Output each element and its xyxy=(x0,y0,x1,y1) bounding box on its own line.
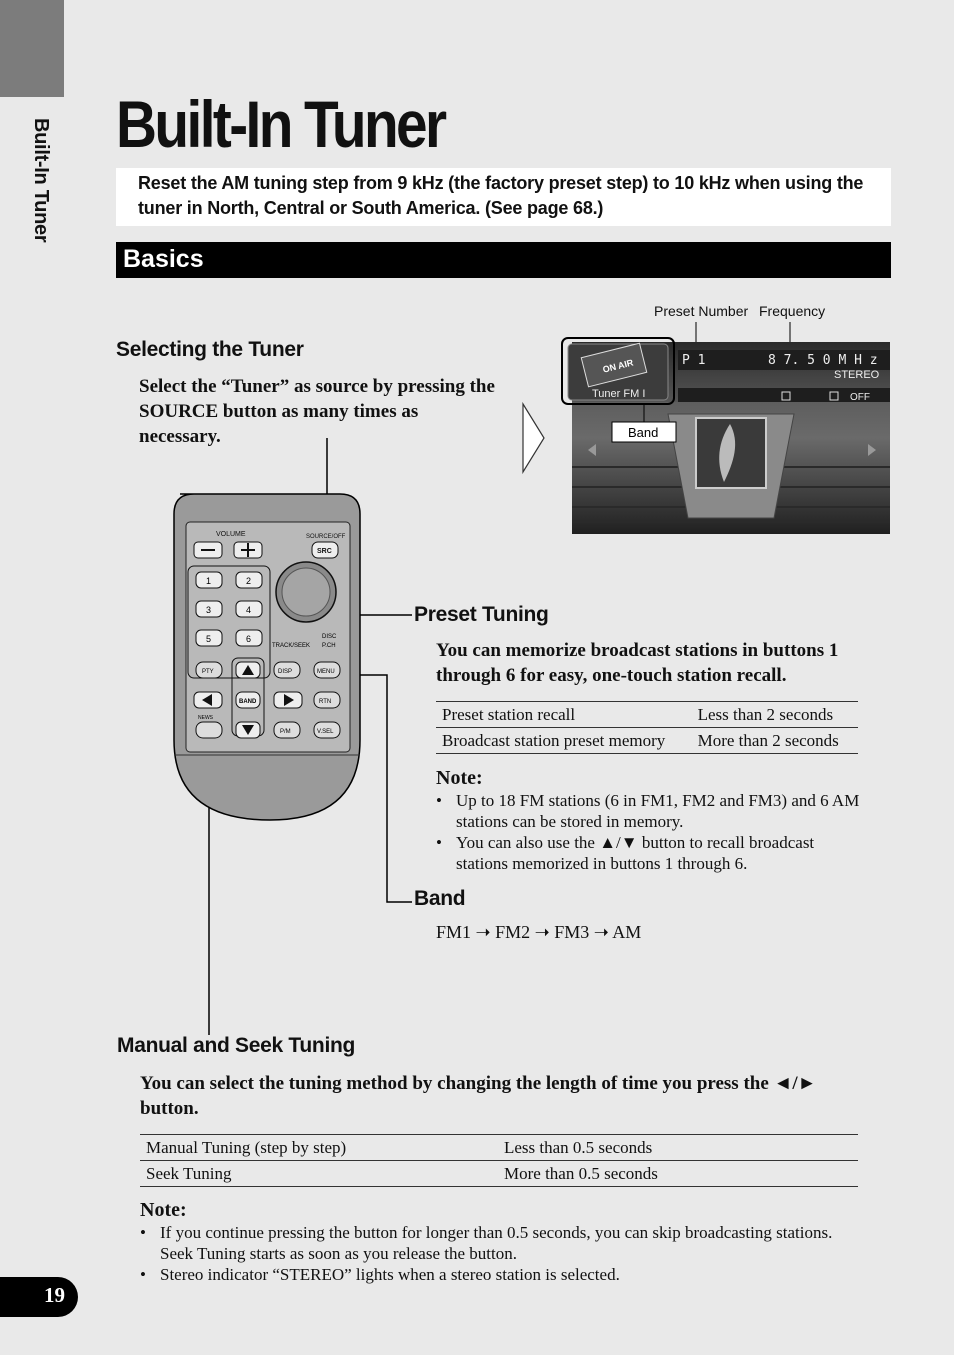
list-item: • Up to 18 FM stations (6 in FM1, FM2 and FM3) and 6 AM stations can be stored in memory. xyxy=(436,790,866,832)
remote-disp-label: DISP xyxy=(278,669,293,675)
preset-notes xyxy=(436,790,866,874)
manual-text: You can select the tuning method by changing the length of time you press the ◄/► button. xyxy=(140,1073,817,1119)
screen-source: Tuner FM I xyxy=(592,388,646,400)
preset-heading: Preset Tuning xyxy=(414,603,549,626)
selecting-text: Select the “Tuner” as source by pressing the SOURCE button as many times as necessary. xyxy=(139,376,495,447)
table-cell: Broadcast station preset memory xyxy=(436,728,692,754)
list-item: • If you continue pressing the button for longer than 0.5 seconds, you can skip broadcasting stations. Seek Tuning starts as soon as you release the button. xyxy=(140,1222,852,1264)
remote-menu-label: MENU xyxy=(317,669,335,675)
remote-src-label: SRC xyxy=(317,548,332,555)
intro-text: Reset the AM tuning step from 9 kHz (the factory preset step) to 10 kHz when using the tuner in North, Central or South America. (See page 68.) xyxy=(138,173,864,218)
preset-note-heading: Note: xyxy=(436,767,483,789)
intro-box xyxy=(116,168,891,226)
label-frequency: Frequency xyxy=(759,303,826,319)
selecting-heading: Selecting the Tuner xyxy=(116,338,304,361)
manual-note-heading: Note: xyxy=(140,1199,187,1221)
band-heading: Band xyxy=(414,887,466,910)
table-cell: Preset station recall xyxy=(436,702,692,728)
screen-off: OFF xyxy=(850,392,870,403)
screen-stereo: STEREO xyxy=(834,369,880,381)
label-preset-number: Preset Number xyxy=(654,303,749,319)
manual-heading: Manual and Seek Tuning xyxy=(117,1034,356,1057)
remote-pty-label: PTY xyxy=(202,669,214,675)
list-item: • You can also use the ▲/▼ button to recall broadcast stations memorized in buttons 1 through 6. xyxy=(436,832,866,874)
section-tab xyxy=(0,0,64,97)
digit-6: 6 xyxy=(246,634,252,644)
table-cell: More than 2 seconds xyxy=(692,728,858,754)
remote-rtn-label: RTN xyxy=(319,699,332,705)
section-title: Basics xyxy=(123,245,204,273)
page-title: Built-In Tuner xyxy=(116,87,445,161)
table-cell: Less than 0.5 seconds xyxy=(498,1135,858,1161)
page-number: 19 xyxy=(44,1283,65,1307)
band-sequence: FM1 ➝ FM2 ➝ FM3 ➝ AM xyxy=(436,922,642,942)
digit-3: 3 xyxy=(206,605,212,615)
table-row xyxy=(436,728,858,754)
table-cell: Less than 2 seconds xyxy=(692,702,858,728)
manual-table xyxy=(140,1134,858,1187)
table-row xyxy=(436,702,858,728)
preset-text: You can memorize broadcast stations in buttons 1 through 6 for easy, one-touch station recall. xyxy=(436,640,839,686)
digit-1: 1 xyxy=(206,576,212,586)
table-row xyxy=(140,1135,858,1161)
table-cell: More than 0.5 seconds xyxy=(498,1161,858,1187)
remote-pm-label: P/M xyxy=(280,729,291,735)
remote-track-seek-label: TRACK/SEEK xyxy=(272,643,311,649)
table-cell: Seek Tuning xyxy=(140,1161,498,1187)
remote-volume-label: VOLUME xyxy=(216,531,246,538)
screen-preset: P 1 xyxy=(682,353,706,368)
screen-band-label: Band xyxy=(628,425,659,440)
remote-vsel-label: V.SEL xyxy=(317,729,334,735)
side-title: Built-In Tuner xyxy=(30,118,52,243)
remote-disc-label: DISC xyxy=(322,634,337,640)
remote-pch-label: P.CH xyxy=(322,643,336,649)
remote-news-label: NEWS xyxy=(198,715,213,721)
remote-band-label: BAND xyxy=(239,699,257,705)
manual-notes xyxy=(140,1222,852,1285)
table-row xyxy=(140,1161,858,1187)
logo-text: ON AIR xyxy=(601,357,635,375)
digit-5: 5 xyxy=(206,634,212,644)
page-number-tab xyxy=(0,1277,78,1317)
remote-source-off-label: SOURCE/OFF xyxy=(306,534,346,540)
table-cell: Manual Tuning (step by step) xyxy=(140,1135,498,1161)
digit-2: 2 xyxy=(246,576,252,586)
section-bar xyxy=(116,242,891,278)
digit-4: 4 xyxy=(246,605,252,615)
display-screen xyxy=(558,322,892,536)
screen-frequency: 8 7. 5 0 M H z xyxy=(768,353,878,368)
news-button[interactable] xyxy=(196,722,222,738)
preset-table xyxy=(436,701,858,754)
list-item: • Stereo indicator “STEREO” lights when a stereo station is selected. xyxy=(140,1264,852,1285)
